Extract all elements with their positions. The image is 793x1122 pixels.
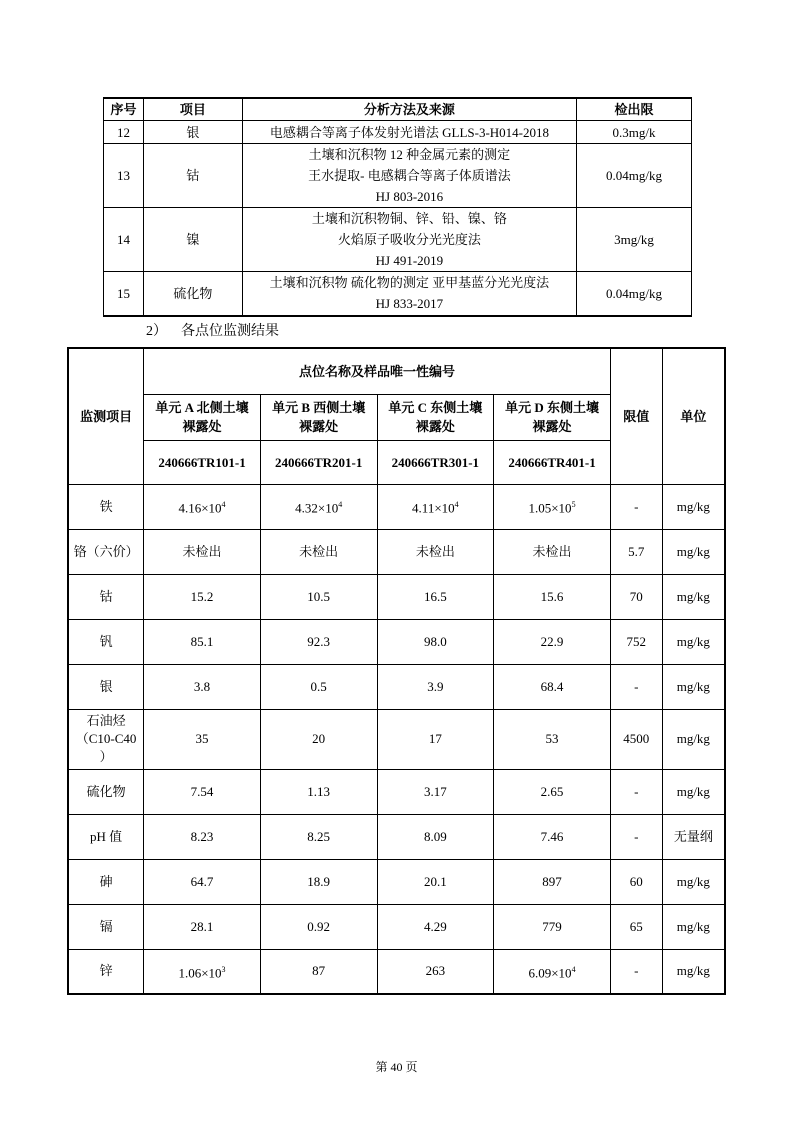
result-value [144,529,261,574]
value-base: 53 [545,731,559,746]
result-value [494,529,611,574]
point-name-line: 裸露处 [532,419,572,434]
value-base: 3.17 [423,783,447,799]
result-value [144,574,261,619]
row-limit: - [610,949,662,994]
method-line: HJ 803-2016 [375,189,444,204]
item-line: 铁 [99,498,113,514]
value-exponent: 3 [221,964,226,974]
table-row [68,859,725,904]
result-value [377,949,494,994]
method-line: HJ 491-2019 [375,253,444,268]
value-base: 28.1 [190,918,214,934]
row-unit: mg/kg [662,949,725,994]
header-point-group: 点位名称及样品唯一性编号 [144,348,611,394]
method-line: 电感耦合等离子体发射光谱法 GLLS-3-H014-2018 [269,124,549,140]
method-line: HJ 833-2017 [375,296,444,312]
result-value [260,769,377,814]
value-base: 7.54 [190,783,214,799]
row-item [68,859,144,904]
row-item [68,949,144,994]
row-unit: mg/kg [662,484,725,529]
result-value [144,814,261,859]
section-title: 各点位监测结果 [181,324,279,339]
row-no: 12 [104,121,144,144]
section-number: 2） [146,324,167,339]
row-limit: - [610,769,662,814]
row-item [68,574,144,619]
header-limit: 检出限 [577,98,692,121]
value-base: 64.7 [190,873,214,889]
result-value [377,664,494,709]
point-name-line: 裸露处 [415,419,455,434]
row-unit: mg/kg [662,769,725,814]
point-name [377,394,494,440]
result-value [494,814,611,859]
value-base: 3.8 [193,678,211,694]
sample-code: 240666TR401-1 [494,440,611,484]
row-item: 镍 [143,208,242,272]
row-unit: mg/kg [662,709,725,769]
value-base: 68.4 [540,678,564,694]
item-line: 钴 [99,588,113,604]
value-exponent: 4 [338,499,343,509]
value-base: 87 [312,963,326,979]
result-value [494,484,611,529]
row-method [242,144,576,208]
monitoring-results-table [67,347,726,995]
table-row [68,529,725,574]
result-value [260,664,377,709]
value-base: 1.13 [307,783,331,799]
method-line: 土壤和沉积物铜、锌、铅、镍、铬 [311,211,507,226]
row-unit: mg/kg [662,664,725,709]
method-table-header [104,98,692,121]
row-unit: mg/kg [662,904,725,949]
row-unit: 无量纲 [662,814,725,859]
value-base: 8.25 [307,828,331,844]
table-row [68,619,725,664]
value-base: 22.9 [540,633,564,649]
value-base: 7.46 [540,828,564,844]
point-name-line: 裸露处 [182,419,222,434]
value-base: 4.11×10 [412,500,455,516]
result-value [144,709,261,769]
result-value [260,859,377,904]
sample-code: 240666TR201-1 [260,440,377,484]
result-value [144,664,261,709]
row-item [68,814,144,859]
table-row [104,208,692,272]
header-item: 项目 [143,98,242,121]
item-line: 铬（六价） [73,543,139,559]
table-row [68,709,725,769]
value-exponent: 4 [571,964,576,974]
row-limit: 0.04mg/kg [577,272,692,316]
item-line: （C10-C40 [75,731,137,746]
result-value [260,709,377,769]
value-base: 0.5 [310,678,327,694]
value-exponent: 4 [221,499,226,509]
value-base: 18.9 [307,873,331,889]
table-row [104,121,692,144]
row-no: 14 [104,208,144,272]
value-base: 98.0 [423,633,447,649]
result-value [260,484,377,529]
value-base: 未检出 [299,543,339,559]
result-value [494,769,611,814]
row-method [242,272,576,316]
row-limit: - [610,664,662,709]
row-limit: 752 [610,619,662,664]
value-exponent: 5 [571,499,576,509]
result-value [494,664,611,709]
row-item: 银 [143,121,242,144]
table-row [68,484,725,529]
result-value [377,769,494,814]
value-base: 0.92 [307,918,331,934]
analysis-method-table [103,97,692,317]
row-limit: - [610,814,662,859]
row-no: 15 [104,272,144,316]
item-line: 砷 [99,873,113,889]
value-base: 6.09×10 [528,964,572,980]
row-item [68,709,144,769]
header-unit: 单位 [662,348,725,484]
row-unit: mg/kg [662,859,725,904]
point-name [144,394,261,440]
table-row [68,949,725,994]
point-name-line: 裸露处 [299,419,339,434]
row-limit: 5.7 [610,529,662,574]
row-limit: 3mg/kg [577,208,692,272]
table-row [68,574,725,619]
item-line: 硫化物 [86,783,126,799]
row-item [68,529,144,574]
row-item: 硫化物 [143,272,242,316]
value-base: 17 [428,731,442,746]
result-value [494,709,611,769]
result-value [260,529,377,574]
value-base: 未检出 [415,543,455,559]
row-no: 13 [104,144,144,208]
result-value [494,859,611,904]
value-base: 未检出 [182,543,222,559]
value-base: 8.09 [423,828,447,844]
result-value [377,529,494,574]
value-base: 3.9 [427,678,444,694]
sample-code: 240666TR101-1 [144,440,261,484]
result-value [377,484,494,529]
point-name-line: 单元 B 西侧土壤 [272,400,366,415]
result-value [260,574,377,619]
method-line: 火焰原子吸收分光光度法 [337,232,481,247]
row-method [242,208,576,272]
header-monitoring-item: 监测项目 [68,348,144,484]
value-base: 15.2 [190,588,214,604]
value-base: 20.1 [423,873,447,889]
value-base: 4.16×10 [178,500,222,516]
result-value [377,814,494,859]
value-base: 4.29 [423,918,447,934]
point-name [494,394,611,440]
row-item [68,664,144,709]
table-row [68,904,725,949]
row-limit: 0.04mg/kg [577,144,692,208]
row-unit: mg/kg [662,529,725,574]
point-name-line: 单元 C 东侧土壤 [388,400,483,415]
row-unit: mg/kg [662,619,725,664]
row-limit: 4500 [610,709,662,769]
table-row [68,664,725,709]
table-row [104,144,692,208]
point-name-line: 单元 A 北侧土壤 [155,400,249,415]
value-base: 未检出 [532,543,572,559]
results-body [68,484,725,994]
row-limit: 65 [610,904,662,949]
value-base: 10.5 [307,588,331,604]
value-base: 35 [195,731,209,746]
results-header-row [68,348,725,394]
row-limit: 0.3mg/k [577,121,692,144]
item-line: 石油烃 [86,713,126,728]
result-value [494,949,611,994]
sample-code: 240666TR301-1 [377,440,494,484]
row-limit: - [610,484,662,529]
result-value [144,484,261,529]
point-name-line: 单元 D 东侧土壤 [505,400,599,415]
result-value [494,619,611,664]
item-line: 钒 [99,633,113,649]
result-value [377,904,494,949]
value-base: 779 [542,918,562,934]
table-row [68,814,725,859]
table-row [68,769,725,814]
method-line: 土壤和沉积物 12 种金属元素的测定 [308,147,511,162]
value-exponent: 4 [454,499,459,509]
row-unit: mg/kg [662,574,725,619]
value-base: 92.3 [307,633,331,649]
value-base: 16.5 [423,588,447,604]
row-limit: 70 [610,574,662,619]
row-item [68,769,144,814]
header-limit: 限值 [610,348,662,484]
point-name [260,394,377,440]
row-item [68,484,144,529]
value-base: 4.32×10 [295,500,339,516]
result-value [260,949,377,994]
value-base: 85.1 [190,633,214,649]
value-base: 1.06×10 [178,964,222,980]
result-value [144,769,261,814]
row-limit: 60 [610,859,662,904]
result-value [494,574,611,619]
result-value [377,859,494,904]
header-no: 序号 [104,98,144,121]
row-item [68,619,144,664]
method-line: 土壤和沉积物 硫化物的测定 亚甲基蓝分光光度法 [269,275,550,291]
row-method [242,121,576,144]
value-base: 2.65 [540,783,564,799]
header-method: 分析方法及来源 [242,98,576,121]
value-base: 15.6 [540,588,564,604]
value-base: 263 [425,963,446,979]
result-value [260,904,377,949]
result-value [377,574,494,619]
item-line: 镉 [99,918,113,934]
item-line: ） [99,749,113,764]
item-line: 银 [99,678,113,694]
result-value [260,619,377,664]
item-line: pH 值 [90,828,123,844]
section-heading [146,320,293,340]
value-base: 20 [312,731,326,746]
item-line: 锌 [99,963,113,979]
table-row [104,272,692,316]
result-value [494,904,611,949]
value-base: 897 [542,873,562,889]
row-item: 钴 [143,144,242,208]
result-value [377,709,494,769]
result-value [144,619,261,664]
result-value [144,859,261,904]
value-base: 8.23 [190,828,214,844]
value-base: 1.05×10 [528,500,572,516]
row-item [68,904,144,949]
result-value [144,949,261,994]
method-line: 王水提取- 电感耦合等离子体质谱法 [308,168,511,183]
page-number: 第 40 页 [375,1060,418,1074]
result-value [144,904,261,949]
result-value [377,619,494,664]
result-value [260,814,377,859]
